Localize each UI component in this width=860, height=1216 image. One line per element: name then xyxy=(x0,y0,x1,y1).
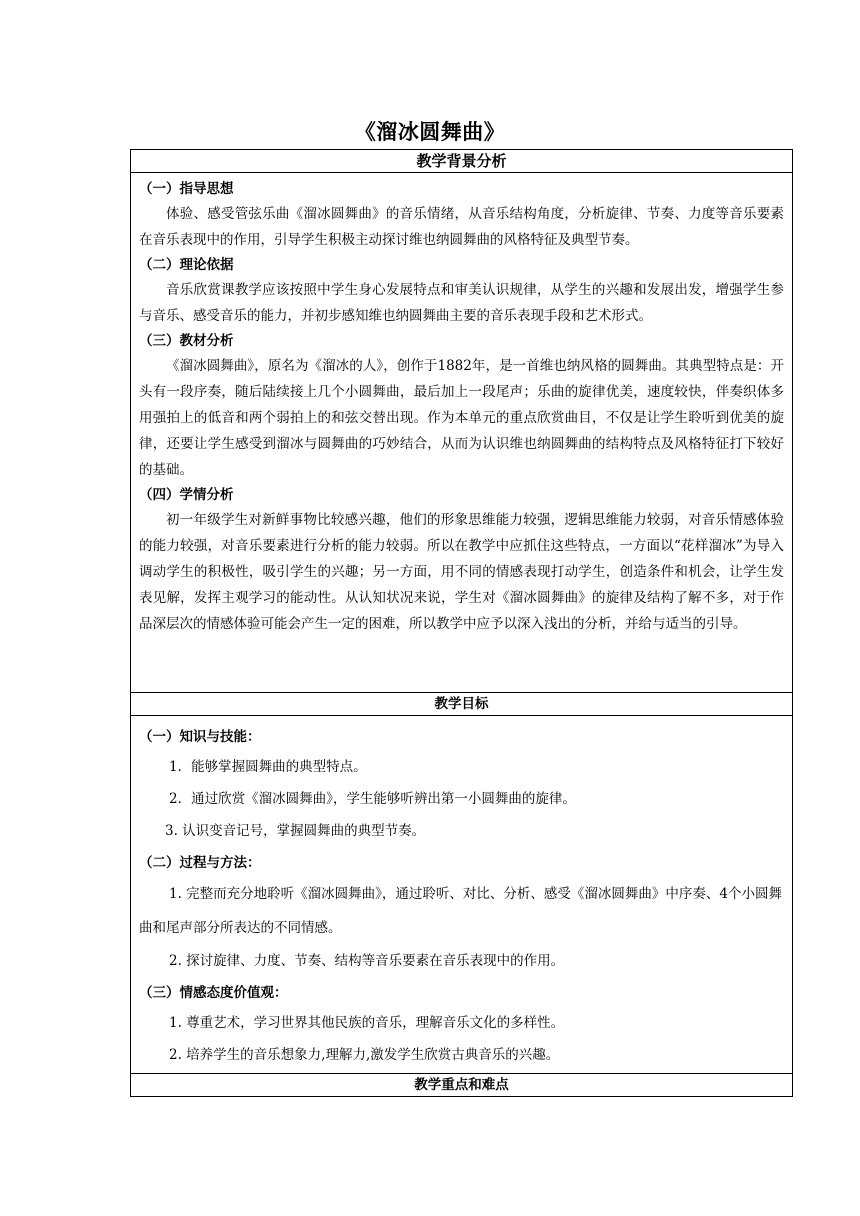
knowledge-item: 3. 认识变音记号，掌握圆舞曲的典型节奏。 xyxy=(165,823,426,839)
process-heading: （二）过程与方法： xyxy=(139,855,261,871)
student-analysis-text: 初一年级学生对新鲜事物比较感兴趣，他们的形象思维能力较强，逻辑思维能力较弱，对音乐情感体验的能力较强，对音乐要素进行分析的能力较弱。所以在教学中应抓住这些特点，一方面以“花样溜冰”为导入调动学生的积极性，吸引学生的兴趣；另一方面，用不同的情感表现打动学生，创造条件和机会，让学生发表见解，发挥主观学习的能动性。从认知状况来说，学生对《溜冰圆舞曲》的旋律及结构了解不多，对于作品深层次的情感体验可能会产生一定的困难，所以教学中应予以深入浅出的分析，并给与适当的引导。 xyxy=(139,512,784,632)
process-item: 2. 探讨旋律、力度、节奏、结构等音乐要素在音乐表现中的作用。 xyxy=(169,953,565,969)
key-points-header: 教学重点和难点 xyxy=(131,1074,793,1097)
knowledge-item: 2．通过欣赏《溜冰圆舞曲》，学生能够听辨出第一小圆舞曲的旋律。 xyxy=(169,791,576,807)
process-item: 1. 完整而充分地聆听《溜冰圆舞曲》，通过聆听、对比、分析、感受《溜冰圆舞曲》中序奏、4个小圆舞曲和尾声部分所表达的不同情感。 xyxy=(139,886,783,936)
lesson-plan-table xyxy=(130,149,793,1097)
document-title: 《溜冰圆舞曲》 xyxy=(354,119,506,144)
goals-header: 教学目标 xyxy=(131,693,793,716)
emotion-heading: （三）情感态度价值观： xyxy=(139,985,288,1001)
emotion-item: 1. 尊重艺术，学习世界其他民族的音乐，理解音乐文化的多样性。 xyxy=(169,1015,565,1031)
material-analysis-heading: （三）教材分析 xyxy=(139,333,234,349)
knowledge-item: 1．能够掌握圆舞曲的典型特点。 xyxy=(169,759,367,775)
student-analysis-heading: （四）学情分析 xyxy=(139,487,234,503)
guiding-idea-heading: （一）指导思想 xyxy=(139,181,234,197)
background-header: 教学背景分析 xyxy=(131,150,793,173)
knowledge-heading: （一）知识与技能： xyxy=(139,729,261,745)
goals-body xyxy=(131,716,793,1074)
background-body xyxy=(131,173,793,693)
theory-basis-heading: （二）理论依据 xyxy=(139,257,234,273)
guiding-idea-text: 体验、感受管弦乐曲《溜冰圆舞曲》的音乐情绪，从音乐结构角度，分析旋律、节奏、力度等音乐要素在音乐表现中的作用，引导学生积极主动探讨维也纳圆舞曲的风格特征及典型节奏。 xyxy=(139,206,784,248)
theory-basis-text: 音乐欣赏课教学应该按照中学生身心发展特点和审美认识规律，从学生的兴趣和发展出发，增强学生参与音乐、感受音乐的能力，并初步感知维也纳圆舞曲主要的音乐表现手段和艺术形式。 xyxy=(139,282,784,324)
emotion-item: 2. 培养学生的音乐想象力,理解力,激发学生欣赏古典音乐的兴趣。 xyxy=(169,1047,560,1063)
material-analysis-text: 《溜冰圆舞曲》，原名为《溜冰的人》，创作于1882年，是一首维也纳风格的圆舞曲。其典型特点是：开头有一段序奏，随后陆续接上几个小圆舞曲，最后加上一段尾声；乐曲的旋律优美，速度较快，伴奏织体多用强拍上的低音和两个弱拍上的和弦交替出现。作为本单元的重点欣赏曲目，不仅是让学生聆听到优美的旋律，还要让学生感受到溜冰与圆舞曲的巧妙结合，从而为认识维也纳圆舞曲的结构特点及风格特征打下较好的基础。 xyxy=(139,358,784,478)
